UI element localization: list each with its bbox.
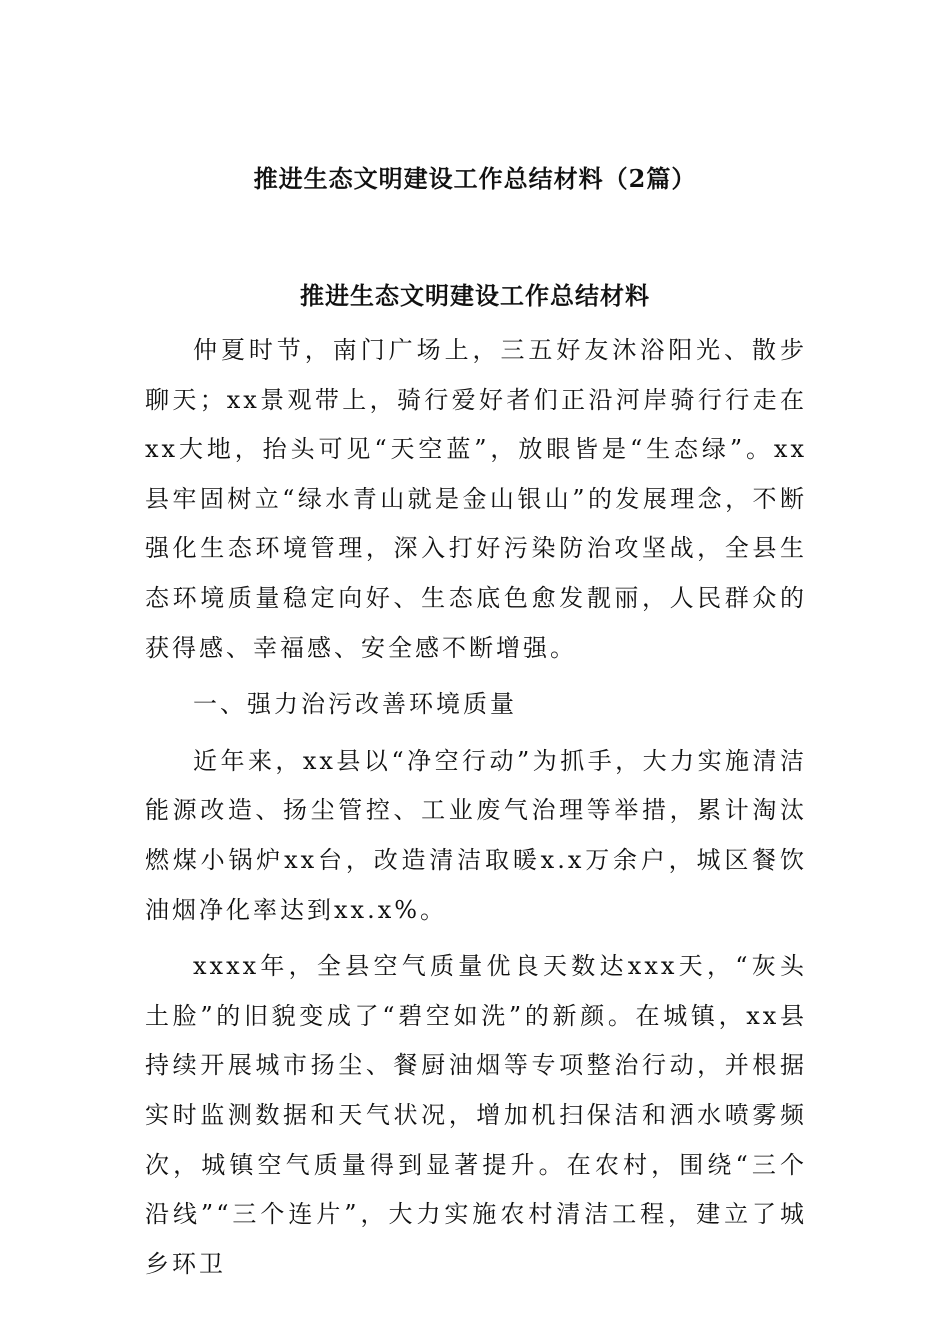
document-title: 推进生态文明建设工作总结材料（2篇） [253,164,697,193]
document-body [145,326,807,1289]
section-heading: 一、强力治污改善环境质量 [193,690,517,719]
intro-paragraph: 仲夏时节，南门广场上，三五好友沐浴阳光、散步聊天；xx景观带上，骑行爱好者们正沿河岸骑行行走在xx大地，抬头可见“天空蓝”，放眼皆是“生态绿”。xx县牢固树立“绿水青山就是金山银山”的发展理念，不断强化生态环境管理，深入打好污染防治攻坚战，全县生态环境质量稳定向好、生态底色愈发靓丽，人民群众的获得感、幸福感、安全感不断增强。 [145,336,807,662]
section-paragraph-1: 近年来，xx县以“净空行动”为抓手，大力实施清洁能源改造、扬尘管控、工业废气治理等举措，累计淘汰燃煤小锅炉xx台，改造清洁取暖x.x万余户，城区餐饮油烟净化率达到xx.x%。 [145,746,807,924]
document-subtitle: 推进生态文明建设工作总结材料 [300,281,650,310]
section-paragraph-2: xxxx年，全县空气质量优良天数达xxx天，“灰头土脸”的旧貌变成了“碧空如洗”的新颜。在城镇，xx县持续开展城市扬尘、餐厨油烟等专项整治行动，并根据实时监测数据和天气状况，增加机扫保洁和洒水喷雾频次，城镇空气质量得到显著提升。在农村，围绕“三个沿线”“三个连片”，大力实施农村清洁工程，建立了城乡环卫 [145,952,807,1278]
